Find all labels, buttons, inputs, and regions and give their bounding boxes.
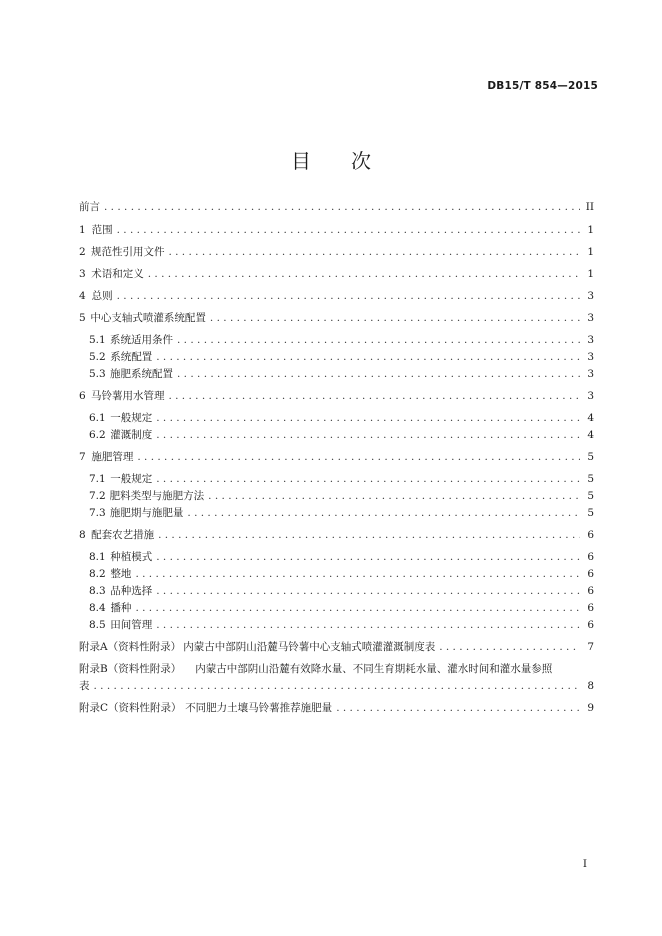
dot-leader xyxy=(158,529,580,541)
toc-entry-page: 6 xyxy=(587,585,594,597)
dot-leader xyxy=(156,619,580,631)
toc-entry-number: 7.3 xyxy=(89,507,106,519)
toc-entry-page: 6 xyxy=(587,602,594,614)
toc-entry-page: 9 xyxy=(587,702,594,714)
toc-entry[interactable] xyxy=(79,199,594,216)
toc-entry[interactable] xyxy=(79,488,594,505)
toc-entry-label: 马铃薯用水管理 xyxy=(90,390,165,402)
dot-leader xyxy=(439,641,580,653)
toc-entry-label: 术语和定义 xyxy=(91,268,144,280)
toc-entry[interactable] xyxy=(79,583,594,600)
toc-entry-page: 6 xyxy=(587,568,594,580)
dot-leader xyxy=(168,390,580,402)
toc-entry-page: 4 xyxy=(587,412,594,424)
toc-entry-number: 8 xyxy=(79,529,86,541)
toc-entry-annex-c[interactable] xyxy=(79,700,594,717)
annex-prefix: 附录C（资料性附录） xyxy=(79,702,182,714)
toc-entry-page: 6 xyxy=(587,529,594,541)
dot-leader xyxy=(135,602,580,614)
toc-entry-number: 8.2 xyxy=(89,568,106,580)
toc-entry-page: 5 xyxy=(587,507,594,519)
toc-entry[interactable] xyxy=(79,600,594,617)
toc-entry[interactable] xyxy=(79,288,594,305)
dot-leader xyxy=(336,702,580,714)
toc-entry-number: 4 xyxy=(79,290,86,302)
toc-entry-label: 规范性引用文件 xyxy=(90,246,165,258)
dot-leader xyxy=(137,451,580,463)
toc-title xyxy=(0,145,662,174)
annex-prefix: 附录B（资料性附录） xyxy=(79,663,182,675)
toc-entry-number: 8.3 xyxy=(89,585,106,597)
toc-entry-label: 品种选择 xyxy=(110,585,153,597)
toc-entry[interactable] xyxy=(79,366,594,383)
toc-entry-number: 7.2 xyxy=(89,490,106,502)
toc-entry-number: 6 xyxy=(79,390,86,402)
toc-title-char-1: 目 xyxy=(291,149,311,173)
toc-entry[interactable] xyxy=(79,617,594,634)
toc-entry-number: 3 xyxy=(79,268,86,280)
toc-entry[interactable] xyxy=(79,310,594,327)
toc-entry[interactable] xyxy=(79,332,594,349)
toc-entry-label: 一般规定 xyxy=(110,412,153,424)
toc-entry[interactable] xyxy=(79,244,594,261)
toc-entry[interactable] xyxy=(79,266,594,283)
toc-entry-label: 灌溉制度 xyxy=(110,429,153,441)
annex-prefix: 附录A（资料性附录） xyxy=(79,641,182,653)
toc-entry-label: 配套农艺措施 xyxy=(91,529,155,541)
dot-leader xyxy=(148,268,580,280)
dot-leader xyxy=(187,507,580,519)
dot-leader xyxy=(156,412,580,424)
toc-entry-number: 7 xyxy=(79,451,86,463)
toc-entry-label: 内蒙古中部阴山沿麓有效降水量、不同生育期耗水量、灌水时间和灌水量参照 xyxy=(195,663,553,675)
toc-entry-label: 不同肥力土壤马铃薯推荐施肥量 xyxy=(185,702,333,714)
dot-leader xyxy=(156,429,580,441)
toc-entry-page: 3 xyxy=(587,334,594,346)
toc-entry-page: 4 xyxy=(587,429,594,441)
toc-entry-number: 8.1 xyxy=(89,551,106,563)
toc-entry-label: 施肥期与施肥量 xyxy=(109,507,184,519)
toc-entry-page: 1 xyxy=(587,246,594,258)
toc-entry-label: 播种 xyxy=(110,602,132,614)
toc-entry-number: 7.1 xyxy=(89,473,106,485)
toc-entry-number: 5.1 xyxy=(89,334,106,346)
dot-leader xyxy=(117,224,580,236)
toc-entry[interactable] xyxy=(79,566,594,583)
toc-entry[interactable] xyxy=(79,449,594,466)
toc-entry-page: 1 xyxy=(587,224,594,236)
dot-leader xyxy=(117,290,580,302)
dot-leader xyxy=(135,568,580,580)
toc-entry[interactable] xyxy=(79,410,594,427)
toc-entry-label: 系统适用条件 xyxy=(110,334,173,346)
toc-entry-label: 一般规定 xyxy=(110,473,153,485)
toc-entry-number: 2 xyxy=(79,246,86,258)
dot-leader xyxy=(177,334,580,346)
dot-leader xyxy=(94,680,581,692)
toc-entry[interactable] xyxy=(79,527,594,544)
toc-entry-label: 施肥管理 xyxy=(91,451,134,463)
toc-title-char-2: 次 xyxy=(351,149,371,173)
toc-entry-label: 整地 xyxy=(110,568,132,580)
toc-entry-page: 5 xyxy=(587,473,594,485)
dot-leader xyxy=(156,585,580,597)
toc-entry[interactable] xyxy=(79,388,594,405)
toc-entry-label: 总则 xyxy=(91,290,113,302)
toc-entry[interactable] xyxy=(79,471,594,488)
toc-entry-page: 3 xyxy=(587,290,594,302)
dot-leader xyxy=(156,473,580,485)
toc-entry-label: 中心支轴式喷灌系统配置 xyxy=(90,312,206,324)
toc-entry-page: 3 xyxy=(587,312,594,324)
toc-entry-page: 8 xyxy=(587,680,594,692)
toc-entry-page: 6 xyxy=(587,551,594,563)
toc-entry-page: 1 xyxy=(587,268,594,280)
toc-entry[interactable] xyxy=(79,349,594,366)
toc-entry[interactable] xyxy=(79,222,594,239)
toc-entry-page: 6 xyxy=(587,619,594,631)
toc-entry[interactable] xyxy=(79,549,594,566)
dot-leader xyxy=(104,201,580,213)
toc-entry-label: 前言 xyxy=(79,201,100,213)
toc-entry-label: 肥料类型与施肥方法 xyxy=(109,490,205,502)
toc-entry-page: 5 xyxy=(587,490,594,502)
table-of-contents xyxy=(79,199,594,717)
dot-leader xyxy=(177,368,580,380)
toc-entry-page: 3 xyxy=(587,351,594,363)
toc-entry-label: 种植模式 xyxy=(110,551,153,563)
toc-entry-number: 5 xyxy=(79,312,86,324)
dot-leader xyxy=(210,312,580,324)
dot-leader xyxy=(156,551,580,563)
document-code: DB15/T 854—2015 xyxy=(487,80,598,92)
toc-entry-page: 3 xyxy=(587,368,594,380)
toc-entry-number: 8.4 xyxy=(89,602,106,614)
toc-entry-annex-a[interactable] xyxy=(79,639,594,656)
toc-entry-label: 施肥系统配置 xyxy=(110,368,173,380)
toc-entry[interactable] xyxy=(79,505,594,522)
toc-entry-number: 1 xyxy=(79,224,86,236)
toc-entry-number: 6.2 xyxy=(89,429,106,441)
toc-entry-number: 6.1 xyxy=(89,412,106,424)
toc-entry-page: 7 xyxy=(587,641,594,653)
toc-entry-number: 5.2 xyxy=(89,351,106,363)
toc-entry[interactable] xyxy=(79,427,594,444)
toc-entry-number: 8.5 xyxy=(89,619,106,631)
toc-entry-label: 范围 xyxy=(91,224,113,236)
toc-entry-number: 5.3 xyxy=(89,368,106,380)
toc-entry-page: 3 xyxy=(587,390,594,402)
dot-leader xyxy=(168,246,580,258)
dot-leader xyxy=(208,490,580,502)
toc-entry-label-continued: 表 xyxy=(79,680,90,692)
toc-entry-label: 内蒙古中部阴山沿麓马铃薯中心支轴式喷灌灌溉制度表 xyxy=(183,641,436,653)
toc-entry-label: 田间管理 xyxy=(110,619,153,631)
toc-entry-page: II xyxy=(585,201,594,213)
page-number: I xyxy=(582,858,587,870)
toc-entry-label: 系统配置 xyxy=(110,351,153,363)
dot-leader xyxy=(156,351,580,363)
toc-entry-page: 5 xyxy=(587,451,594,463)
toc-entry-annex-b[interactable] xyxy=(79,661,594,695)
